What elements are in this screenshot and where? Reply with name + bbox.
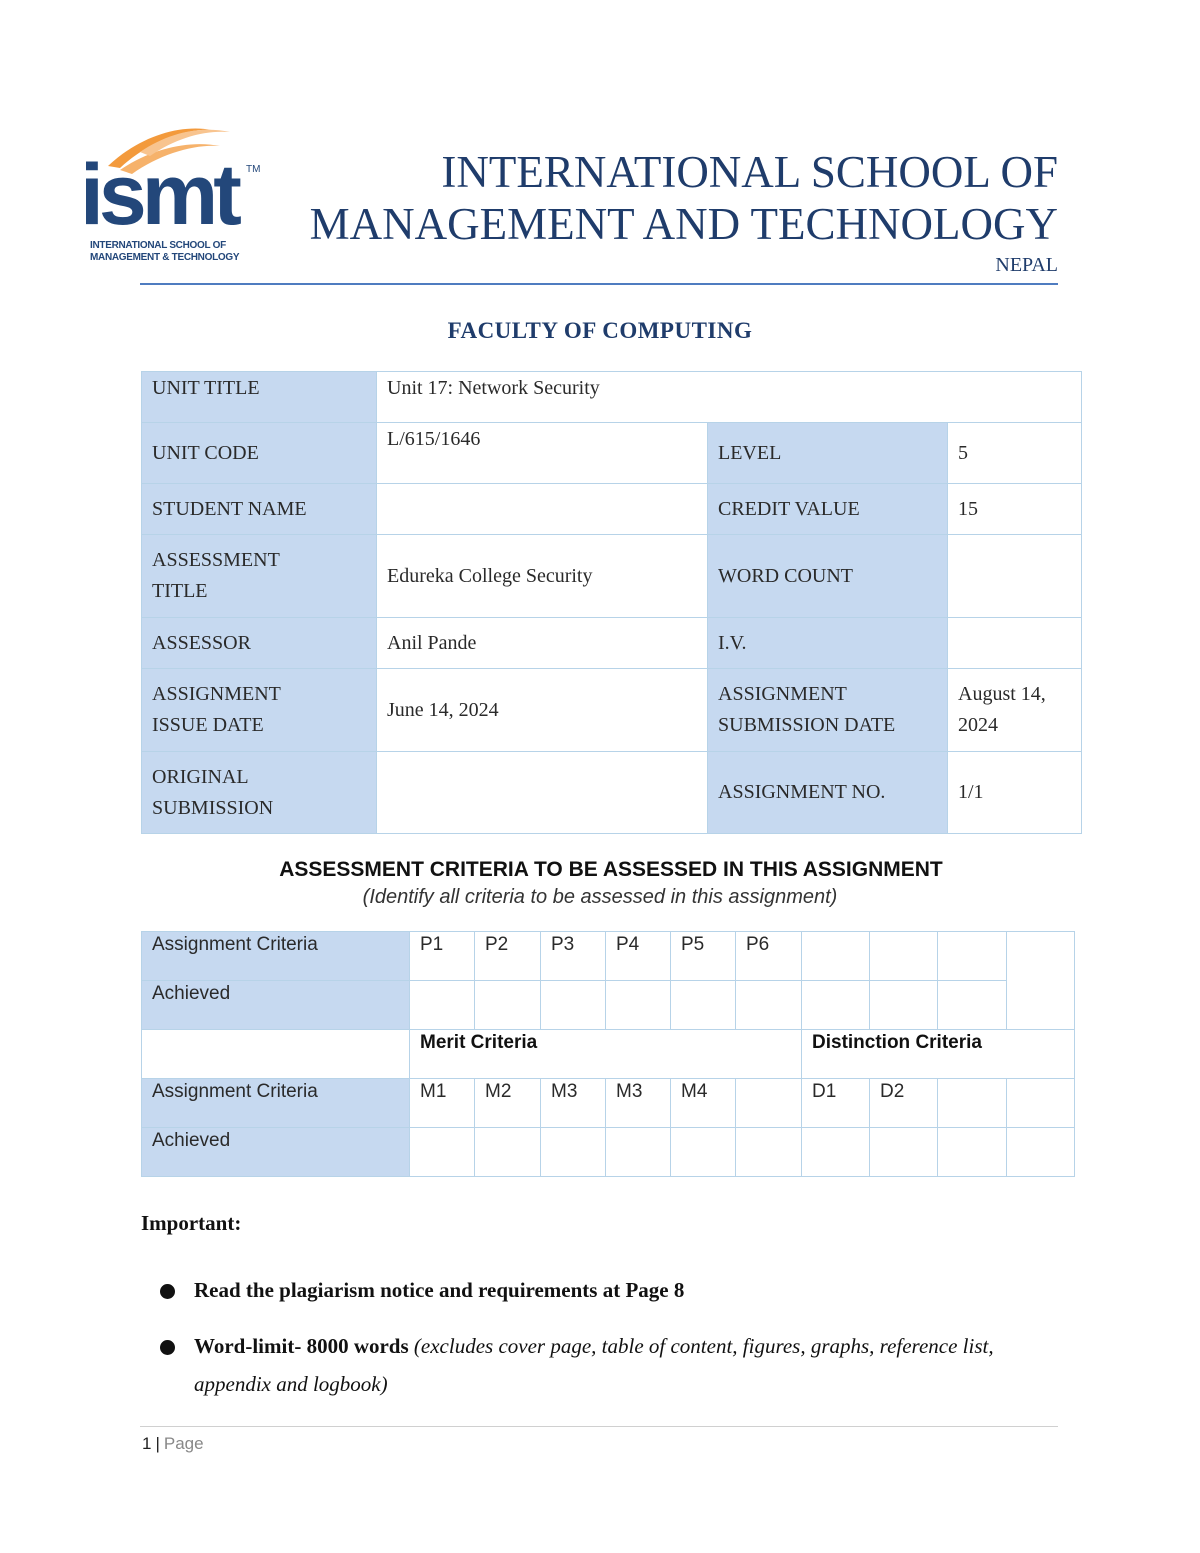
issue-date-label-line2: ISSUE DATE — [152, 714, 264, 736]
distinction-criteria-heading: Distinction Criteria — [802, 1030, 1075, 1079]
merit-criterion: M4 — [671, 1079, 736, 1128]
achieved-cell — [541, 1128, 606, 1177]
achieved-cell — [671, 1128, 736, 1177]
iv-value — [948, 618, 1082, 669]
submission-date-label-line2: SUBMISSION DATE — [718, 714, 896, 736]
page-footer — [142, 1434, 204, 1454]
assessment-title-label-line1: ASSESSMENT — [152, 549, 280, 571]
pass-criterion: P6 — [736, 932, 802, 981]
issue-date-label — [142, 669, 377, 752]
achieved-cell — [410, 981, 475, 1030]
achieved-cell — [802, 981, 870, 1030]
merit-achieved-label: Achieved — [142, 1128, 410, 1177]
school-country: NEPAL — [995, 254, 1058, 276]
bullet-word-limit — [160, 1327, 1060, 1403]
original-submission-label-line2: SUBMISSION — [152, 796, 274, 819]
submission-date-label-line1: ASSIGNMENT — [718, 683, 847, 705]
faculty-title: FACULTY OF COMPUTING — [447, 318, 753, 343]
pass-achieved-label: Achieved — [142, 981, 410, 1030]
merit-criteria-heading: Merit Criteria — [410, 1030, 802, 1079]
iv-label: I.V. — [708, 618, 948, 669]
school-name-block — [310, 146, 1058, 278]
bullet-dot-icon — [160, 1340, 175, 1355]
school-name-line1: INTERNATIONAL SCHOOL OF — [441, 147, 1058, 197]
submission-date-value — [948, 669, 1082, 752]
achieved-cell — [410, 1128, 475, 1177]
bullet-plagiarism-text: Read the plagiarism notice and requirements at Page 8 — [194, 1278, 685, 1302]
criteria-subheading: (Identify all criteria to be assessed in this assignment) — [362, 886, 838, 908]
logo-mark: ismt — [80, 147, 237, 243]
assessor-value: Anil Pande — [377, 618, 708, 669]
pass-criterion: P3 — [541, 932, 606, 981]
header-divider — [140, 283, 1058, 285]
pass-criterion: P4 — [606, 932, 671, 981]
pass-criterion: P2 — [475, 932, 541, 981]
credit-value-label: CREDIT VALUE — [708, 484, 948, 535]
merit-criterion: M3 — [606, 1079, 671, 1128]
achieved-cell — [938, 1128, 1007, 1177]
bullet-plagiarism — [160, 1271, 1060, 1309]
achieved-cell — [938, 981, 1007, 1030]
merit-criteria-label: Assignment Criteria — [142, 1079, 410, 1128]
word-limit-exclusions: (excludes cover page, table of content, figures, graphs, reference list, appendix and logbook) — [194, 1334, 994, 1396]
bullet-dot-icon — [160, 1284, 175, 1299]
empty-cell — [802, 932, 870, 981]
achieved-cell — [475, 1128, 541, 1177]
pass-criterion: P5 — [671, 932, 736, 981]
issue-date-label-line1: ASSIGNMENT — [152, 683, 281, 705]
distinction-criterion: D1 — [802, 1079, 870, 1128]
achieved-cell — [541, 981, 606, 1030]
submission-date-label — [708, 669, 948, 752]
logo-subtitle-line2: MANAGEMENT & TECHNOLOGY — [90, 252, 240, 263]
empty-cell — [142, 1030, 410, 1079]
credit-value-value: 15 — [948, 484, 1082, 535]
submission-date-value-line1: August 14, — [958, 683, 1046, 705]
merit-criterion: M1 — [410, 1079, 475, 1128]
logo-subtitle-line1: INTERNATIONAL SCHOOL OF — [90, 240, 226, 251]
empty-cell — [736, 1079, 802, 1128]
criteria-heading: ASSESSMENT CRITERIA TO BE ASSESSED IN THIS ASSIGNMENT — [279, 858, 943, 881]
footer-divider — [140, 1426, 1058, 1427]
important-label: Important: — [141, 1211, 242, 1235]
unit-code-value: L/615/1646 — [377, 423, 708, 484]
page-number: 1 — [142, 1434, 152, 1453]
level-value: 5 — [948, 423, 1082, 484]
achieved-cell — [606, 1128, 671, 1177]
achieved-cell — [736, 1128, 802, 1177]
criteria-table — [141, 931, 1075, 1177]
level-label: LEVEL — [708, 423, 948, 484]
word-limit-text: Word-limit- 8000 words — [194, 1334, 409, 1358]
distinction-criterion: D2 — [870, 1079, 938, 1128]
pass-criteria-label: Assignment Criteria — [142, 932, 410, 981]
assessment-title-label-line2: TITLE — [152, 580, 208, 602]
achieved-cell — [736, 981, 802, 1030]
merit-criterion: M2 — [475, 1079, 541, 1128]
merit-criterion: M3 — [541, 1079, 606, 1128]
word-count-label: WORD COUNT — [708, 535, 948, 618]
school-name-line2: MANAGEMENT AND TECHNOLOGY — [309, 199, 1058, 249]
empty-cell — [1007, 1079, 1075, 1128]
unit-title-label: UNIT TITLE — [142, 372, 377, 423]
achieved-cell — [1007, 1128, 1075, 1177]
original-submission-label — [142, 752, 377, 834]
empty-cell — [870, 932, 938, 981]
achieved-cell — [671, 981, 736, 1030]
original-submission-label-line1: ORIGINAL — [152, 765, 249, 788]
achieved-cell — [870, 981, 938, 1030]
issue-date-value: June 14, 2024 — [377, 669, 708, 752]
assessor-label: ASSESSOR — [142, 618, 377, 669]
achieved-cell — [606, 981, 671, 1030]
assessment-title-value: Edureka College Security — [377, 535, 708, 618]
logo-trademark: TM — [246, 164, 261, 175]
unit-title-value: Unit 17: Network Security — [377, 372, 1082, 423]
footer-separator: | — [155, 1434, 160, 1453]
assessment-title-label — [142, 535, 377, 618]
achieved-cell — [802, 1128, 870, 1177]
student-name-label: STUDENT NAME — [142, 484, 377, 535]
unit-info-table — [141, 371, 1082, 834]
assignment-no-label: ASSIGNMENT NO. — [708, 752, 948, 834]
page-label: Page — [163, 1434, 204, 1453]
achieved-cell — [870, 1128, 938, 1177]
achieved-cell — [475, 981, 541, 1030]
empty-cell — [1007, 932, 1075, 1030]
empty-cell — [938, 932, 1007, 981]
original-submission-value — [377, 752, 708, 834]
assignment-no-value: 1/1 — [948, 752, 1082, 834]
unit-code-label: UNIT CODE — [142, 423, 377, 484]
empty-cell — [938, 1079, 1007, 1128]
submission-date-value-line2: 2024 — [958, 714, 998, 736]
pass-criterion: P1 — [410, 932, 475, 981]
ismt-logo — [80, 118, 260, 268]
student-name-value — [377, 484, 708, 535]
word-count-value — [948, 535, 1082, 618]
